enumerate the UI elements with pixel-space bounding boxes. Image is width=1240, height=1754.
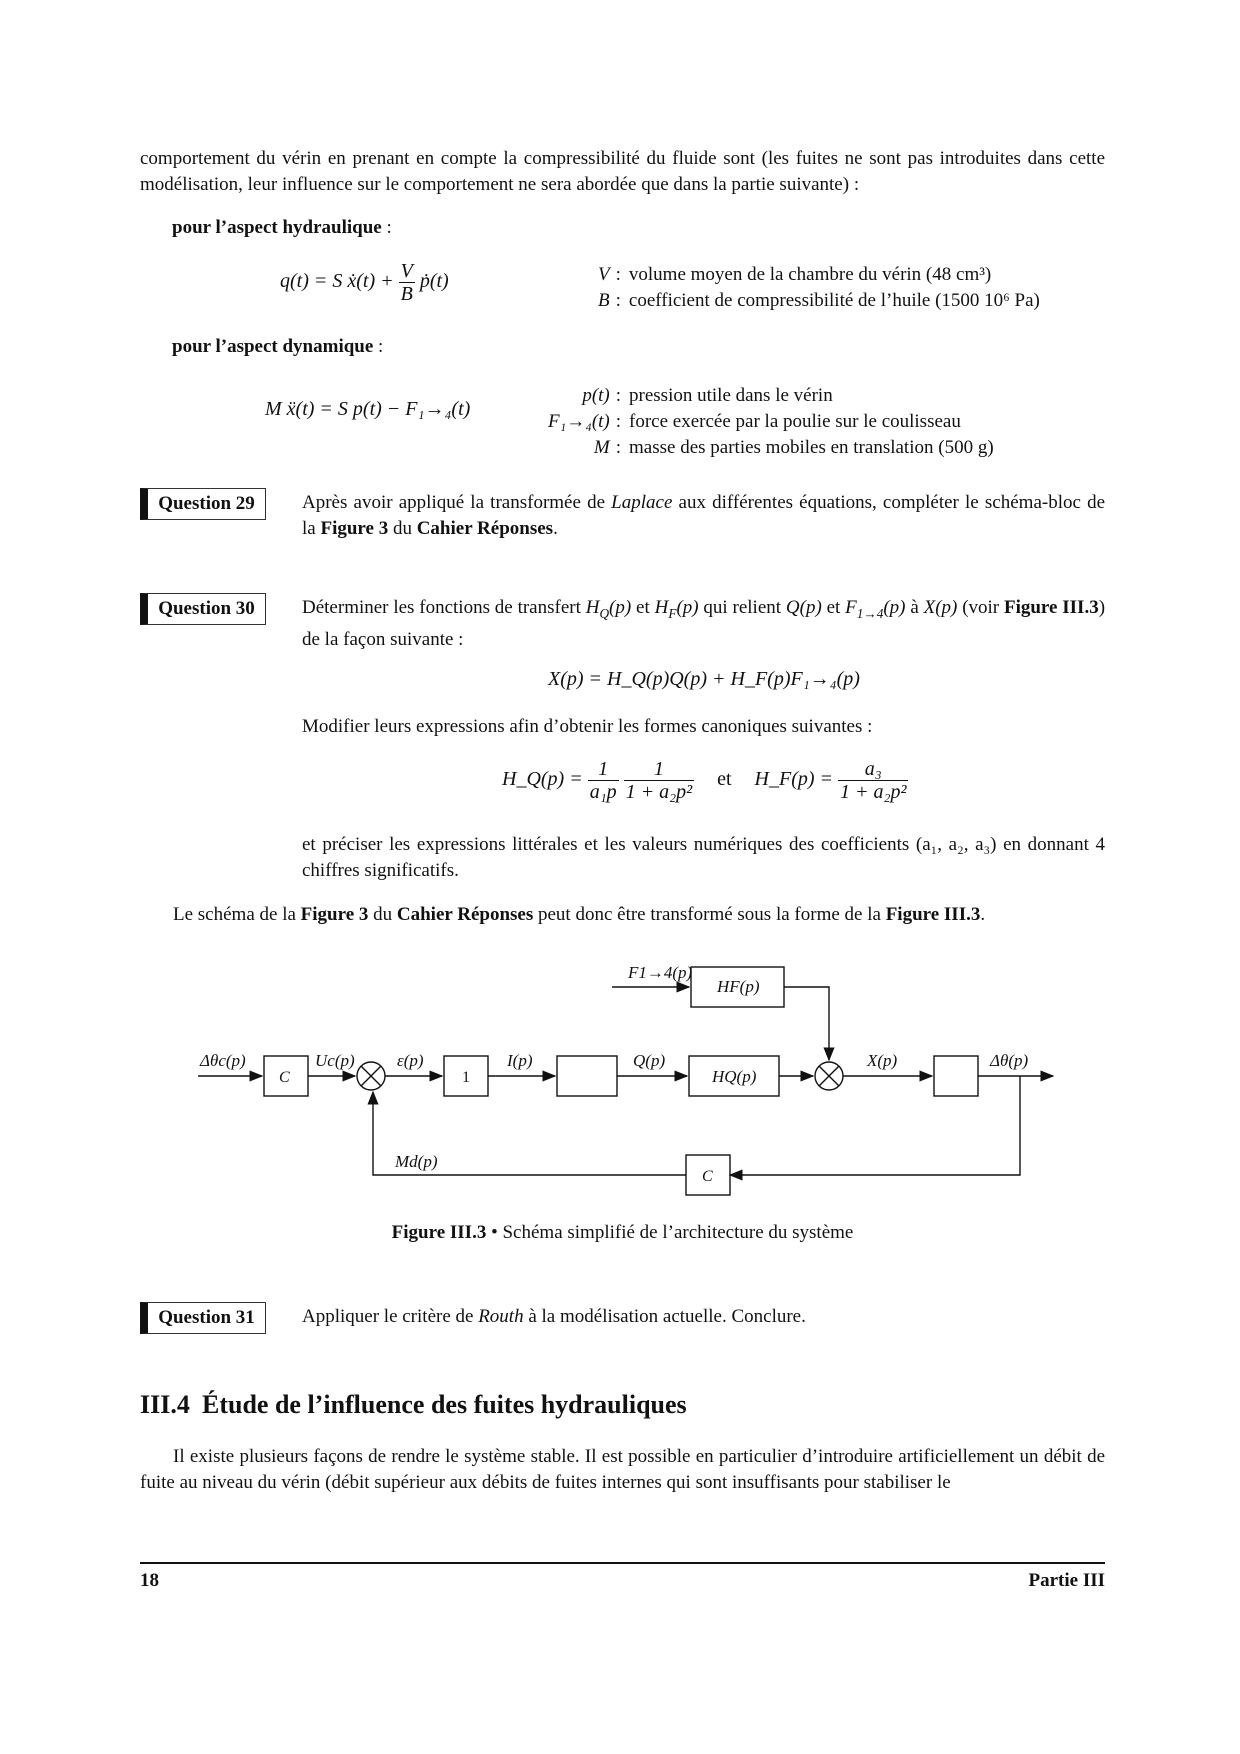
definition-row: p(t) : pression utile dans le vérin — [582, 385, 833, 406]
dynamic-label: pour l’aspect dynamique : — [172, 336, 384, 357]
question-30-text: Déterminer les fonctions de transfert $H_Q(p)$ et $H_F(p)$ qui relient Q(p) et $F_{1\to 4}(p)$ à X(p) (voir Figure III.3) de la façon suivante : — [302, 597, 1106, 650]
block-empty-2 — [934, 1056, 978, 1096]
question-29-text: Après avoir appliqué la transformée de Laplace aux différentes équations, compléter le schéma-bloc de la Figure 3 du Cahier Réponses. — [302, 492, 1106, 539]
ip-signal-label: I(p) — [507, 1051, 533, 1070]
block-c2-label: C — [702, 1168, 713, 1185]
page-number: 18 — [140, 1570, 159, 1591]
definition-row: V : volume moyen de la chambre du vérin (48 cm³) — [598, 264, 992, 285]
intro-paragraph — [140, 146, 1105, 198]
block-hf-label: HF(p) — [717, 977, 760, 996]
hydraulic-equation: q(t) = S ẋ(t) + $\frac{V}{B}$ ṗ(t) — [280, 260, 449, 305]
qp-signal-label: Q(p) — [633, 1051, 666, 1070]
figure-caption: Figure III.3 • Schéma simplifié de l’architecture du système — [391, 1222, 854, 1243]
intro-line-1: comportement du vérin en prenant en compte la compressibilité du fluide sont (les fuites ne sont pas introduites dans — [140, 148, 1063, 169]
transform-paragraph: Le schéma de la Figure 3 du Cahier Réponses peut donc être transformé sous la forme de la Figure III.3. — [173, 904, 986, 925]
output-signal-label: Δθ(p) — [990, 1051, 1029, 1070]
block-diagram — [0, 940, 1240, 1200]
hydraulic-definitions — [598, 262, 1040, 314]
definition-row: M : masse des parties mobiles en translation (500 g) — [593, 437, 994, 458]
modify-instruction: Modifier leurs expressions afin d’obtenir les formes canoniques suivantes : — [302, 716, 873, 737]
f14-signal-label: F1→4(p) — [628, 963, 693, 982]
block-gain-1-label: 1 — [462, 1069, 470, 1086]
question-29-label: Question 29 — [140, 488, 266, 520]
block-c1-label: C — [279, 1069, 290, 1086]
section-heading: III.4 Étude de l’influence des fuites hydrauliques — [140, 1390, 687, 1419]
block-hq-label: HQ(p) — [712, 1067, 757, 1086]
part-label: Partie III — [1028, 1570, 1105, 1591]
question-31-label: Question 31 — [140, 1302, 266, 1334]
definition-row: B : coefficient de compressibilité de l’huile (1500 10⁶ Pa) — [598, 290, 1040, 311]
transfer-equation: X(p) = H_Q(p)Q(p) + H_F(p)F₁→₄(p) — [548, 668, 860, 690]
feedback-line-1 — [730, 1076, 1020, 1175]
footer-rule — [140, 1562, 1105, 1564]
md-signal-label: Md(p) — [395, 1152, 438, 1171]
question-31-text: Appliquer le critère de Routh à la modélisation actuelle. Conclure. — [302, 1306, 806, 1327]
input-signal-label: Δθc(p) — [200, 1051, 246, 1070]
hf-out-line — [784, 987, 829, 1060]
xp-signal-label: X(p) — [867, 1051, 898, 1070]
dynamic-definitions — [548, 383, 994, 461]
intro-line-2: cette modélisation, leur influence sur le comportement ne sera abordée que dans la partie suivante) : — [140, 148, 1106, 195]
uc-signal-label: Uc(p) — [315, 1051, 355, 1070]
hydraulic-label: pour l’aspect hydraulique : — [172, 217, 392, 238]
eps-signal-label: ε(p) — [397, 1051, 424, 1070]
precise-instruction: et préciser les expressions littérales et les valeurs numériques des coefficients (a₁, a₂, a₃) en donnant 4 chiffres significatifs. — [302, 834, 1105, 881]
canonical-forms: H_Q(p) = $\frac{1}{\text{a₁p}}$ $\frac{1}{\text{1 + a₂p²}}$ et H_F(p) = $\frac{\text{a₃}}{\text{1 + a₂p²}}$ — [502, 758, 907, 803]
section-paragraph: Il existe plusieurs façons de rendre le système stable. Il est possible en particulier d’introduire artificiellement un débit de fuite au niveau du vérin (débit supérieur aux débits de fuites internes qui sont insuffisants pour stabiliser le — [140, 1446, 1105, 1493]
dynamic-equation: M ẍ(t) = S p(t) − F₁→₄(t) — [265, 398, 471, 420]
definition-row: F₁→₄(t) : force exercée par la poulie sur le coulisseau — [548, 411, 961, 432]
block-empty-1 — [557, 1056, 617, 1096]
question-30-label: Question 30 — [140, 593, 266, 625]
